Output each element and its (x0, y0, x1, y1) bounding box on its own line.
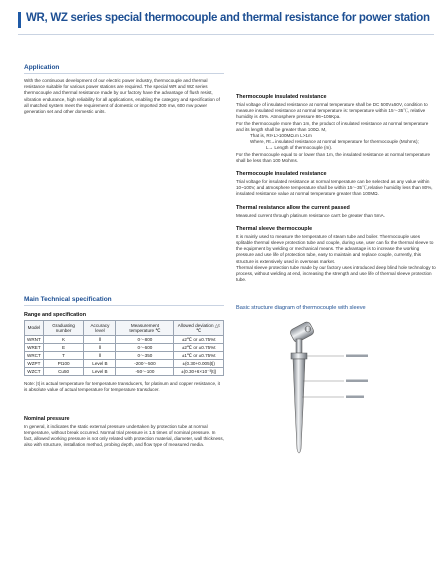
table-cell: ±(0.30+0.005|t|) (174, 360, 224, 368)
table-header: Model (25, 321, 44, 336)
main-spec-heading: Main Technical specification (24, 296, 112, 304)
table-cell: Level B (84, 360, 116, 368)
insulated-text-3: For the thermocouple equal to or lower than 1m, the insulated resistance at normal temperature shall be less than 100 Mohms. (236, 151, 431, 163)
left-column (24, 64, 224, 448)
table-cell: K (43, 336, 84, 344)
table-header-row (25, 321, 224, 336)
page-title: WR, WZ series special thermocouple and thermal resistance for power station (26, 12, 430, 24)
table-row (25, 360, 224, 368)
insulated-formula-2: Where, Rt→insulated resistance at normal temperature for thermocouple (Mohms); (250, 139, 419, 145)
hex-nut (291, 353, 307, 359)
table-header: Accuracy level (84, 321, 116, 336)
application-section (24, 64, 224, 115)
main-spec-divider (24, 305, 224, 306)
nominal-pressure-text: In general, it indicates the static external pressure undertaken by protection tube at normal temperature, without break occurred. Normal trial pressure is 1.5 times of nominal pressure. In fact, allowed working pressure is not only related with protection material, diameter, wall thickness, also with structure, installation method, probing depth, and flow type of measured media. (24, 423, 224, 448)
insulated-formula-3: L→ Length of thermocouple (m). (266, 145, 333, 151)
table-cell: ±(0.30+6×10⁻³|t|) (174, 368, 224, 376)
resistance-text: Trial voltage for insulated resistance at normal temperature can be selected as any value within 10~100V, and atmosphere temperature shall be within 15～35℃,relative humidity less than 80%, insulated resistance value at normal temperature greater than 100MΩ. (236, 179, 433, 197)
table-cell: WRCT (25, 352, 44, 360)
callout-label-mark (346, 355, 368, 358)
application-divider (24, 73, 224, 74)
table-cell: ±1℃ or ±0.75%t (174, 352, 224, 360)
diagram-title: Basic structure diagram of thermocouple with sleeve (236, 305, 366, 312)
sleeve-section (236, 226, 436, 284)
table-header: Graduating number (43, 321, 84, 336)
insulated-formula-1: That is, RI×L>100MΩ.m L>1m (250, 133, 312, 139)
right-column (236, 94, 436, 467)
nominal-pressure-section (24, 416, 224, 449)
application-heading: Application (24, 64, 60, 71)
table-cell: Pt100 (43, 360, 84, 368)
title-divider (18, 34, 434, 35)
table-cell: -50～100 (116, 368, 174, 376)
nominal-pressure-heading: Nominal pressure (24, 415, 70, 422)
thermal-sleeve (293, 359, 305, 453)
sleeve-text: It is mainly used to measure the temperature of steam tube and boiler. Thermocouple uses splitable thermal sleeve protection tube and couple, during use, user can fix the thermal sleeve to the equipment by welding or mechanical means. The advantage is to increase the working pressure and use life of protection tube, easy to maintain and replace couple, currently, this structure is extensively used in overseas market. Thermal sleeve protection tube made by our factory uses introduced deep blind hole technology to process, without welding at end, increasing the strength and use life of thermal sleeve protection tube. (236, 233, 436, 283)
table-cell: WZCT (25, 368, 44, 376)
table-cell: -200～500 (116, 360, 174, 368)
table-cell: Ⅱ (84, 352, 116, 360)
insulated-text-2: For the thermocouple more than 1m, the product of insulated resistance at normal temperature and its length shall be greater than 100Ω. M, (236, 120, 429, 132)
current-text: Measured current through platinum resistance can't be greater than 5mA. (236, 212, 385, 218)
table-cell: ±2℃ or ±0.75%t (174, 344, 224, 352)
insulated-text-1: Trial voltage of insulated resistance at normal temperature shall be DC 500V±50V, condition to measure insulated resistance at normal temperature is: temperature within 15～35℃, relative humidity is 45%. Atmosphere pressure 86~106Kpa. (236, 102, 428, 120)
table-cell: T (43, 352, 84, 360)
table-cell: Cu50 (43, 368, 84, 376)
table-cell: WRET (25, 344, 44, 352)
table-cell: WZPT (25, 360, 44, 368)
title-accent-bar (18, 12, 21, 28)
resistance-heading: Thermocouple insulated resistance (236, 171, 327, 178)
callout-label-mark (346, 396, 364, 399)
resistance-section (236, 171, 436, 198)
table-cell: Ⅱ (84, 336, 116, 344)
left-gap-2 (24, 394, 224, 416)
application-text: With the continuous development of our electric power industry, thermocouple and thermal resistance suitable for various power stations are required. The special WR and WZ series thermocouple and thermal resistance made by our factory have the advantage of flush resist, vibration endurance, high reliability for all applications, enabling the category and specification of all matched system meet the requirement of domestic or imported 300 mw, 600 mw power generation set and other domestic units. (24, 78, 220, 115)
neck-tube (296, 339, 302, 353)
table-row (25, 368, 224, 376)
table-cell: WRNT (25, 336, 44, 344)
table-cell: ±2℃ or ±0.75%t (174, 336, 224, 344)
thermocouple-diagram (236, 317, 436, 467)
current-heading: Thermal resistance allow the current passed (236, 204, 350, 211)
table-cell: Level B (84, 368, 116, 376)
table-row (25, 344, 224, 352)
table-row (25, 336, 224, 344)
table-cell: E (43, 344, 84, 352)
sleeve-heading: Thermal sleeve thermocouple (236, 225, 313, 232)
range-title: Range and specification (24, 312, 87, 319)
insulated-heading: Thermocouple insulated resistance (236, 94, 327, 100)
table-row (25, 352, 224, 360)
left-gap (24, 115, 224, 296)
current-section (236, 205, 436, 219)
callout-label-mark (346, 380, 368, 383)
table-header: Measurement temperature ℃ (116, 321, 174, 336)
insulated-section (236, 94, 436, 164)
table-cell: 0～350 (116, 352, 174, 360)
main-spec-section (24, 296, 224, 393)
spec-table (24, 320, 224, 376)
table-note: Note: |t| is actual temperature for temperature transducers, for platinum and copper resistance, it is absolute value of actual temperature for temperature transducer. (24, 381, 220, 393)
table-cell: 0～800 (116, 336, 174, 344)
table-cell: Ⅱ (84, 344, 116, 352)
table-cell: 0～600 (116, 344, 174, 352)
table-header: Allowed deviation △t ℃ (174, 321, 224, 336)
